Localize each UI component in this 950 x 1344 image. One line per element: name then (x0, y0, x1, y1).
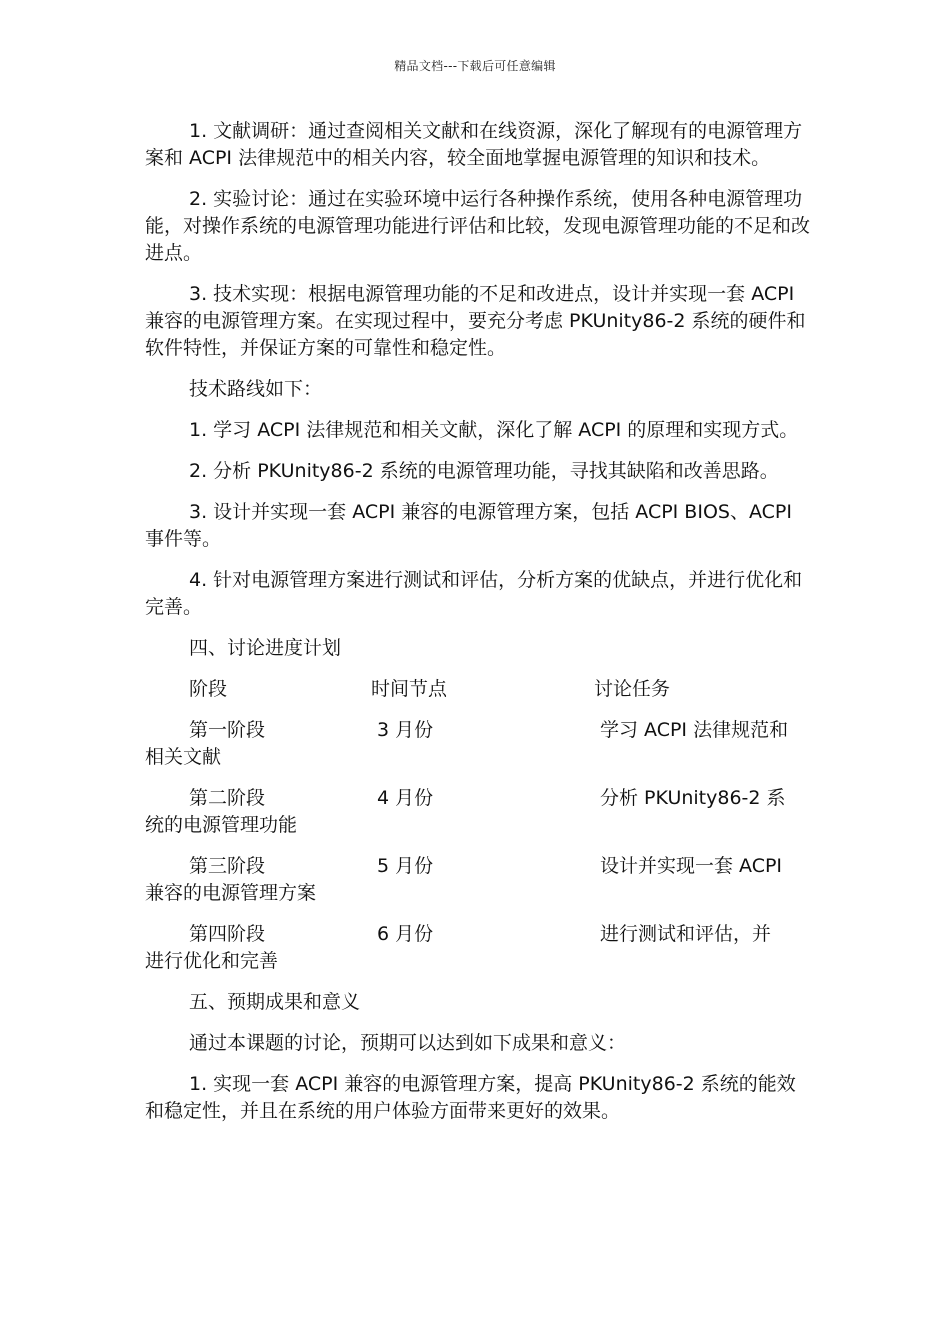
document-body (145, 118, 810, 1139)
schedule-stage: 第一阶段 (189, 719, 266, 741)
route-step-4: 4. 针对电源管理方案进行测试和评估，分析方案的优缺点，并进行优化和完善。 (145, 569, 803, 618)
schedule-row (145, 853, 810, 907)
outcomes-intro: 通过本课题的讨论，预期可以达到如下成果和意义： (189, 1032, 627, 1054)
schedule-stage: 第二阶段 (189, 787, 266, 809)
schedule-task: 学习 ACPI 法律规范和 (600, 719, 789, 741)
schedule-header-stage: 阶段 (189, 678, 228, 700)
schedule-time: 4 月份 (377, 787, 434, 809)
schedule-task-continuation: 进行优化和完善 (145, 950, 279, 972)
schedule-task-continuation: 相关文献 (145, 746, 222, 768)
schedule-time: 6 月份 (377, 923, 434, 945)
schedule-stage: 第四阶段 (189, 923, 266, 945)
schedule-time: 3 月份 (377, 719, 434, 741)
route-step-1: 1. 学习 ACPI 法律规范和相关文献，深化了解 ACPI 的原理和实现方式。 (189, 419, 799, 441)
section-heading-schedule: 四、讨论进度计划 (189, 637, 342, 659)
schedule-header-task: 讨论任务 (594, 678, 671, 700)
section-heading-outcomes: 五、预期成果和意义 (189, 991, 361, 1013)
schedule-stage: 第三阶段 (189, 855, 266, 877)
schedule-row (145, 717, 810, 771)
schedule-task: 进行测试和评估，并 (600, 923, 772, 945)
route-step-2: 2. 分析 PKUnity86-2 系统的电源管理功能，寻找其缺陷和改善思路。 (189, 460, 779, 482)
technical-route-heading: 技术路线如下： (189, 378, 323, 400)
outcome-item-1: 1. 实现一套 ACPI 兼容的电源管理方案，提高 PKUnity86-2 系统的能效和稳定性，并且在系统的用户体验方面带来更好的效果。 (145, 1073, 796, 1122)
schedule-task: 设计并实现一套 ACPI (600, 855, 783, 877)
paragraph-technical-implementation: 3. 技术实现：根据电源管理功能的不足和改进点，设计并实现一套 ACPI 兼容的电源管理方案。在实现过程中，要充分考虑 PKUnity86-2 系统的硬件和软件特性，并保证方案的可靠性和稳定性。 (145, 283, 806, 359)
schedule-row (145, 921, 810, 975)
schedule-time: 5 月份 (377, 855, 434, 877)
schedule-task-continuation: 兼容的电源管理方案 (145, 882, 317, 904)
schedule-task: 分析 PKUnity86-2 系 (600, 787, 786, 809)
schedule-row (145, 785, 810, 839)
paragraph-literature-research: 1. 文献调研：通过查阅相关文献和在线资源，深化了解现有的电源管理方案和 ACPI 法律规范中的相关内容，较全面地掌握电源管理的知识和技术。 (145, 120, 803, 169)
schedule-header-row (145, 676, 810, 703)
schedule-header-time: 时间节点 (371, 678, 448, 700)
paragraph-experiment-discussion: 2. 实验讨论：通过在实验环境中运行各种操作系统，使用各种电源管理功能，对操作系统的电源管理功能进行评估和比较，发现电源管理功能的不足和改进点。 (145, 188, 811, 264)
schedule-task-continuation: 统的电源管理功能 (145, 814, 298, 836)
page-header: 精品文档---下载后可任意编辑 (394, 59, 556, 73)
route-step-3: 3. 设计并实现一套 ACPI 兼容的电源管理方案，包括 ACPI BIOS、ACPI 事件等。 (145, 501, 792, 550)
